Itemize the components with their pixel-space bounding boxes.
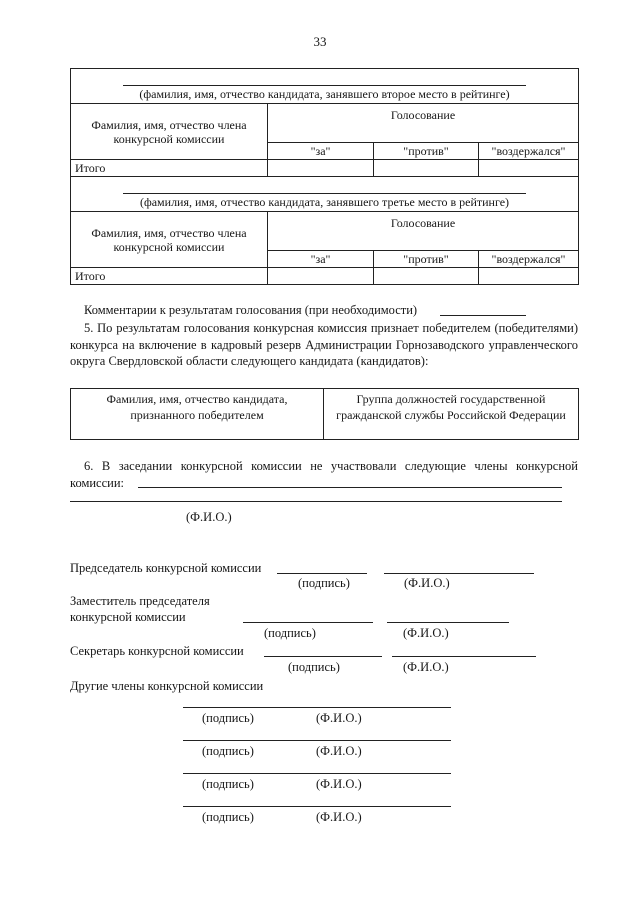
member-header: Фамилия, имя, отчество члена конкурсной комиссии — [71, 104, 268, 160]
vote-table-third-place — [70, 176, 579, 285]
vote-table-second-place — [70, 68, 579, 177]
deputy-label: Заместитель председателя — [70, 594, 210, 608]
candidate-name-line — [123, 85, 526, 86]
signature-caption: (подпись) — [202, 711, 254, 725]
secretary-signature-line — [264, 656, 382, 657]
signature-caption: (подпись) — [202, 744, 254, 758]
vote-against-header: "против" — [374, 251, 479, 268]
candidate-name-line — [123, 193, 526, 194]
winner-name-header: Фамилия, имя, отчество кандидата, признанного победителем — [71, 389, 324, 440]
total-label: Итого — [71, 160, 268, 177]
vote-abstained-header: "воздержался" — [479, 251, 579, 268]
secretary-label: Секретарь конкурсной комиссии — [70, 644, 244, 658]
fio-caption: (Ф.И.О.) — [316, 777, 362, 791]
signature-caption: (подпись) — [288, 660, 340, 674]
table-caption: (фамилия, имя, отчество кандидата, занявшего второе место в рейтинге) — [139, 87, 510, 101]
signature-caption: (подпись) — [264, 626, 316, 640]
fio-caption: (Ф.И.О.) — [316, 810, 362, 824]
fio-caption: (Ф.И.О.) — [403, 660, 449, 674]
member-signature-line — [183, 707, 451, 708]
signature-caption: (подпись) — [298, 576, 350, 590]
item-6-paragraph: 6. В заседании конкурсной комиссии не участвовали следующие члены конкурсной комиссии: — [70, 459, 578, 490]
absent-members-line — [138, 487, 562, 488]
deputy-fio-line — [387, 622, 509, 623]
vote-for-header: "за" — [268, 143, 374, 160]
fio-caption: (Ф.И.О.) — [186, 510, 232, 524]
signature-caption: (подпись) — [202, 810, 254, 824]
fio-caption: (Ф.И.О.) — [316, 711, 362, 725]
member-signature-line — [183, 806, 451, 807]
member-signature-line — [183, 773, 451, 774]
item-5-paragraph: 5. По результатам голосования конкурсная комиссия признает победителем (победителями) конкурса на включение в кадровый резерв Администрации Горнозаводского управленческого округа Свердловской области следующего кандидата (кандидатов): — [70, 321, 578, 368]
comments-label: Комментарии к результатам голосования (при необходимости) — [84, 303, 418, 317]
table-caption: (фамилия, имя, отчество кандидата, занявшего третье место в рейтинге) — [139, 195, 510, 209]
signature-caption: (подпись) — [202, 777, 254, 791]
fio-caption: (Ф.И.О.) — [316, 744, 362, 758]
chairman-fio-line — [384, 573, 534, 574]
vote-for-header: "за" — [268, 251, 374, 268]
chairman-label: Председатель конкурсной комиссии — [70, 561, 262, 575]
vote-abstained-header: "воздержался" — [479, 143, 579, 160]
secretary-fio-line — [392, 656, 536, 657]
vote-against-header: "против" — [374, 143, 479, 160]
winner-table — [70, 388, 579, 440]
position-group-header: Группа должностей государственной гражданской службы Российской Федерации — [324, 389, 579, 440]
member-signature-line — [183, 740, 451, 741]
comments-line — [440, 315, 526, 316]
total-label: Итого — [71, 268, 268, 285]
fio-caption: (Ф.И.О.) — [404, 576, 450, 590]
member-header: Фамилия, имя, отчество члена конкурсной комиссии — [71, 212, 268, 268]
page-number: 33 — [313, 34, 327, 49]
voting-header: Голосование — [268, 104, 579, 143]
absent-members-line-2 — [70, 501, 562, 502]
chairman-signature-line — [277, 573, 367, 574]
deputy-label-2: конкурсной комиссии — [70, 610, 186, 624]
deputy-signature-line — [243, 622, 373, 623]
fio-caption: (Ф.И.О.) — [403, 626, 449, 640]
other-members-label: Другие члены конкурсной комиссии — [70, 679, 264, 693]
voting-header: Голосование — [268, 212, 579, 251]
